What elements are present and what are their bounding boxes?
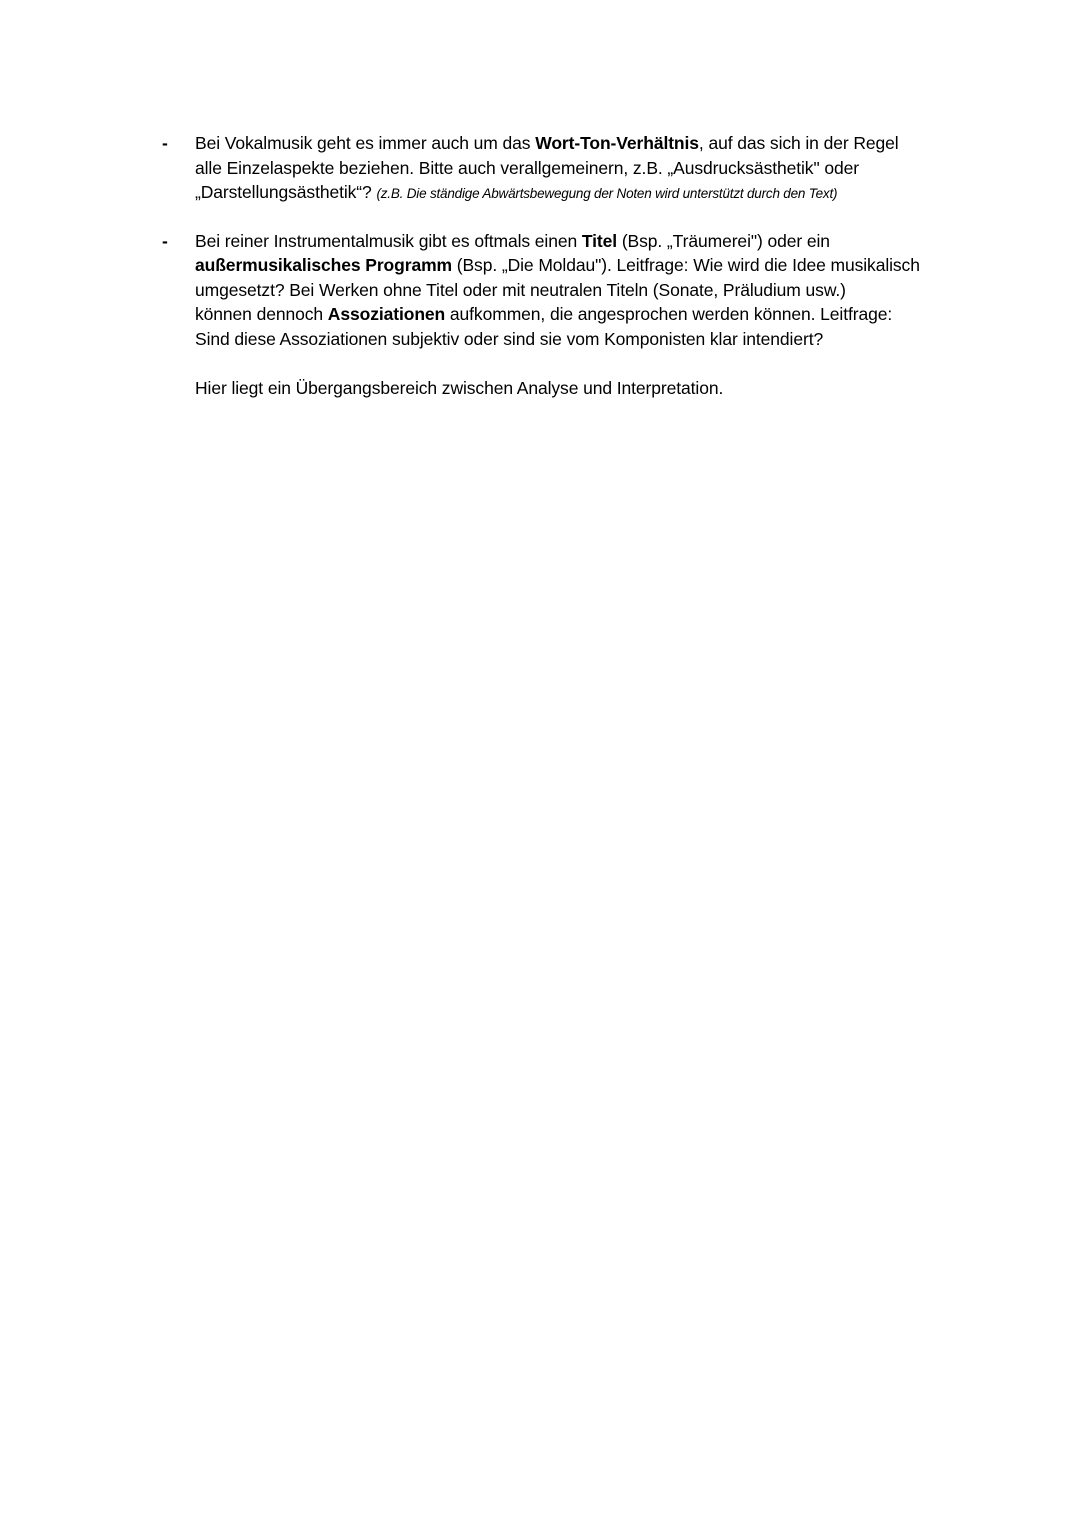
bold-term: Titel bbox=[581, 230, 618, 251]
text-line: Bei Vokalmusik geht es immer auch um das Wort-Ton-Verhältnis, auf das sich in der Regel bbox=[195, 133, 899, 153]
bullet-vocal-music bbox=[160, 131, 960, 207]
text-line: außermusikalisches Programm (Bsp. „Die Moldau"). Leitfrage: Wie wird die Idee musikalisch bbox=[195, 255, 920, 275]
text-line: Sind diese Assoziationen subjektiv oder sind sie vom Komponisten klar intendiert? bbox=[195, 328, 824, 349]
text-line: können dennoch Assoziationen aufkommen, die angesprochen werden können. Leitfrage: bbox=[195, 304, 893, 324]
document-content bbox=[160, 131, 960, 400]
italic-note: (z.B. Die ständige Abwärtsbewegung der Noten wird unterstützt durch den Text) bbox=[376, 186, 838, 201]
bullet-marker: - bbox=[162, 230, 168, 251]
text-line: alle Einzelaspekte beziehen. Bitte auch verallgemeinern, z.B. „Ausdrucksästhetik" oder bbox=[195, 157, 859, 178]
bold-term: Assoziationen bbox=[327, 304, 446, 324]
text-line: Bei reiner Instrumentalmusik gibt es oftmals einen Titel (Bsp. „Träumerei") oder ein bbox=[195, 230, 830, 251]
bold-term: außermusikalisches Programm bbox=[195, 255, 452, 275]
text-line: „Darstellungsästhetik“? (z.B. Die ständige Abwärtsbewegung der Noten wird unterstützt durch den Text) bbox=[195, 182, 838, 202]
text-line: umgesetzt? Bei Werken ohne Titel oder mit neutralen Titeln (Sonate, Präludium usw.) bbox=[195, 279, 846, 300]
bold-term: Wort-Ton-Verhältnis bbox=[535, 133, 699, 153]
closing-sentence: Hier liegt ein Übergangsbereich zwischen Analyse und Interpretation. bbox=[195, 377, 724, 398]
bullet-marker: - bbox=[162, 133, 168, 153]
bullet-instrumental-music bbox=[160, 229, 960, 401]
